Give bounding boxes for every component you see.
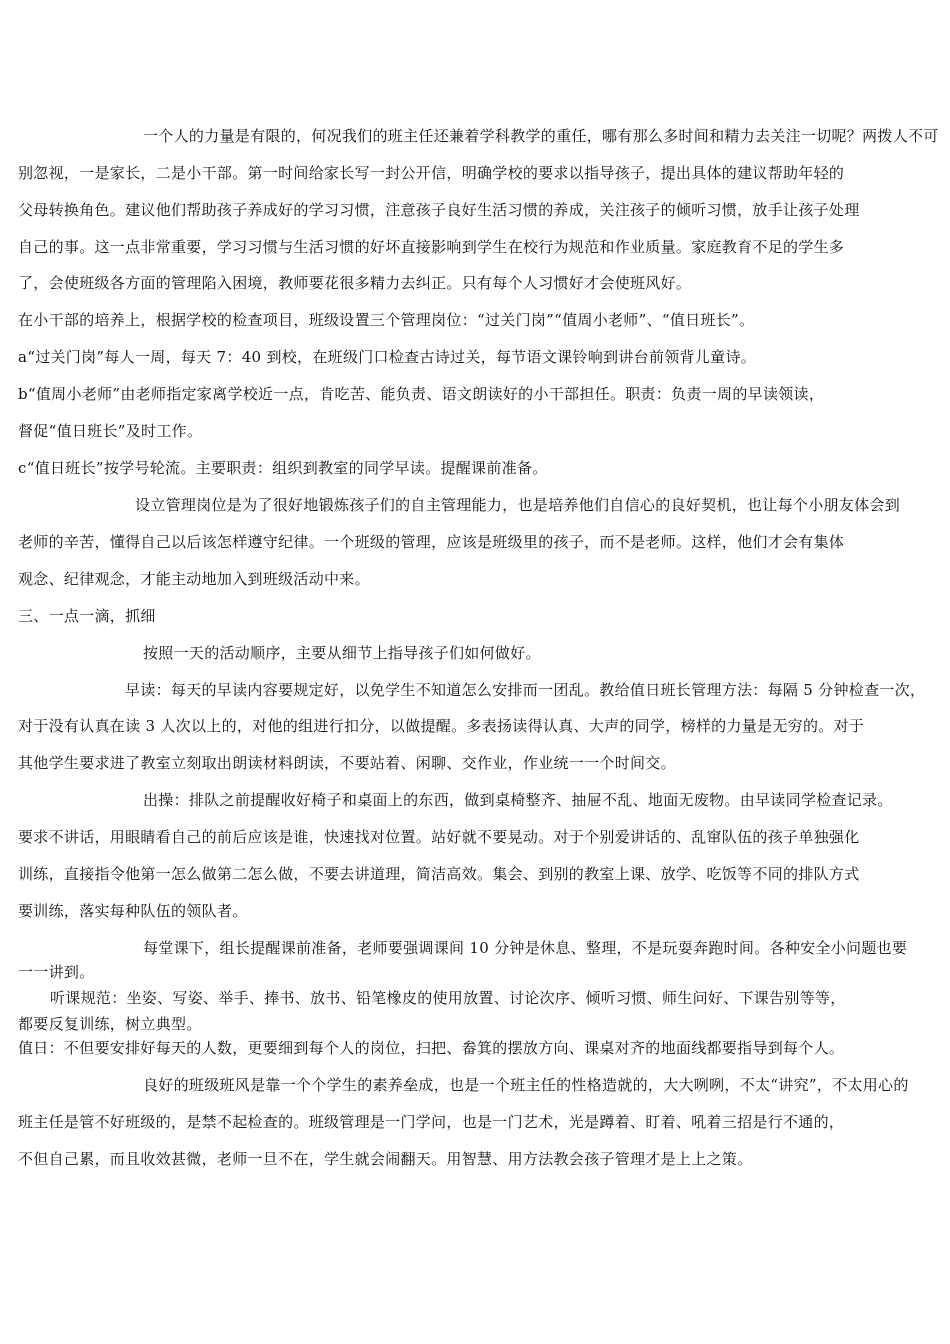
paragraph-line: 对于没有认真在读 3 人次以上的，对他的组进行扣分，以做提醒。多表扬读得认真、大声的同学，榜样的力量是无穷的。对于 — [18, 717, 865, 735]
paragraph-line: 听课规范：坐姿、写姿、举手、捧书、放书、铅笔橡皮的使用放置、讨论次序、倾听习惯、师生问好、下课告别等等， — [50, 989, 846, 1007]
paragraph-line: 在小干部的培养上，根据学校的检查项目，班级设置三个管理岗位：“过关门岗”“值周小老师”、“值日班长”。 — [18, 311, 755, 329]
paragraph-line: 每堂课下，组长提醒课前准备，老师要强调课间 10 分钟是休息、整理，不是玩耍奔跑时间。各种安全小问题也要 — [143, 939, 908, 957]
paragraph-line: 一个人的力量是有限的，何况我们的班主任还兼着学科教学的重任，哪有那么多时间和精力去关注一切呢？两拨人不可 — [143, 127, 939, 145]
paragraph-line: 观念、纪律观念，才能主动地加入到班级活动中来。 — [18, 570, 370, 588]
paragraph-line: 都要反复训练，树立典型。 — [18, 1015, 202, 1033]
paragraph-line: 老师的辛苦，懂得自己以后该怎样遵守纪律。一个班级的管理，应该是班级里的孩子，而不是老师。这样，他们才会有集体 — [18, 533, 845, 551]
paragraph-line: 训练，直接指令他第一怎么做第二怎么做，不要去讲道理，简洁高效。集会、到别的教室上课、放学、吃饭等不同的排队方式 — [18, 865, 860, 883]
paragraph-line: 不但自己累，而且收效甚微，老师一旦不在，学生就会闹翻天。用智慧、用方法教会孩子管理才是上上之策。 — [18, 1150, 753, 1168]
paragraph-line: 出操：排队之前提醒收好椅子和桌面上的东西，做到桌椅整齐、抽屉不乱、地面无废物。由早读同学检查记录。 — [143, 791, 893, 809]
paragraph-line: 一一讲到。 — [18, 963, 95, 981]
paragraph-line: 其他学生要求进了教室立刻取出朗读材料朗读，不要站着、闲聊、交作业，作业统一一个时间交。 — [18, 754, 676, 772]
paragraph-line: 父母转换角色。建议他们帮助孩子养成好的学习习惯，注意孩子良好生活习惯的养成，关注孩子的倾听习惯，放手让孩子处理 — [18, 201, 860, 219]
paragraph-line: 良好的班级班风是靠一个个学生的素养垒成，也是一个班主任的性格造就的，大大咧咧，不太“讲究”，不太用心的 — [143, 1076, 909, 1094]
paragraph-line: 要训练，落实每种队伍的领队者。 — [18, 902, 248, 920]
paragraph-line: 别忽视，一是家长，二是小干部。第一时间给家长写一封公开信，明确学校的要求以指导孩子，提出具体的建议帮助年轻的 — [18, 164, 845, 182]
paragraph-line: 按照一天的活动顺序，主要从细节上指导孩子们如何做好。 — [143, 644, 541, 662]
paragraph-line: 值日：不但要安排好每天的人数，更要细到每个人的岗位，扫把、畚箕的摆放方向、课桌对齐的地面线都要指导到每个人。 — [18, 1039, 845, 1057]
paragraph-line: a“过关门岗”每人一周，每天 7：40 到校，在班级门口检查古诗过关，每节语文课铃响到讲台前领背儿童诗。 — [18, 348, 757, 366]
paragraph-line: c“值日班长”按学号轮流。主要职责：组织到教室的同学早读。提醒课前准备。 — [18, 459, 548, 477]
paragraph-line: 早读：每天的早读内容要规定好，以免学生不知道怎么安排而一团乱。教给值日班长管理方法：每隔 5 分钟检查一次， — [125, 681, 926, 699]
paragraph-line: 要求不讲话，用眼睛看自己的前后应该是谁，快速找对位置。站好就不要晃动。对于个别爱讲话的、乱窜队伍的孩子单独强化 — [18, 828, 860, 846]
paragraph-line: 设立管理岗位是为了很好地锻炼孩子们的自主管理能力，也是培养他们自信心的良好契机，也让每个小朋友体会到 — [135, 496, 901, 514]
paragraph-line: 督促“值日班长”及时工作。 — [18, 422, 203, 440]
paragraph-line: 班主任是管不好班级的，是禁不起检查的。班级管理是一门学问，也是一门艺术，光是蹲着、盯着、吼着三招是行不通的， — [18, 1113, 845, 1131]
paragraph-line: b“值周小老师”由老师指定家离学校近一点，肯吃苦、能负责、语文朗读好的小干部担任。职责：负责一周的早读领读， — [18, 385, 825, 403]
section-heading: 三、一点一滴，抓细 — [18, 607, 156, 625]
paragraph-line: 自己的事。这一点非常重要，学习习惯与生活习惯的好坏直接影响到学生在校行为规范和作业质量。家庭教育不足的学生多 — [18, 238, 845, 256]
paragraph-line: 了，会使班级各方面的管理陷入困境，教师要花很多精力去纠正。只有每个人习惯好才会使班风好。 — [18, 274, 692, 292]
